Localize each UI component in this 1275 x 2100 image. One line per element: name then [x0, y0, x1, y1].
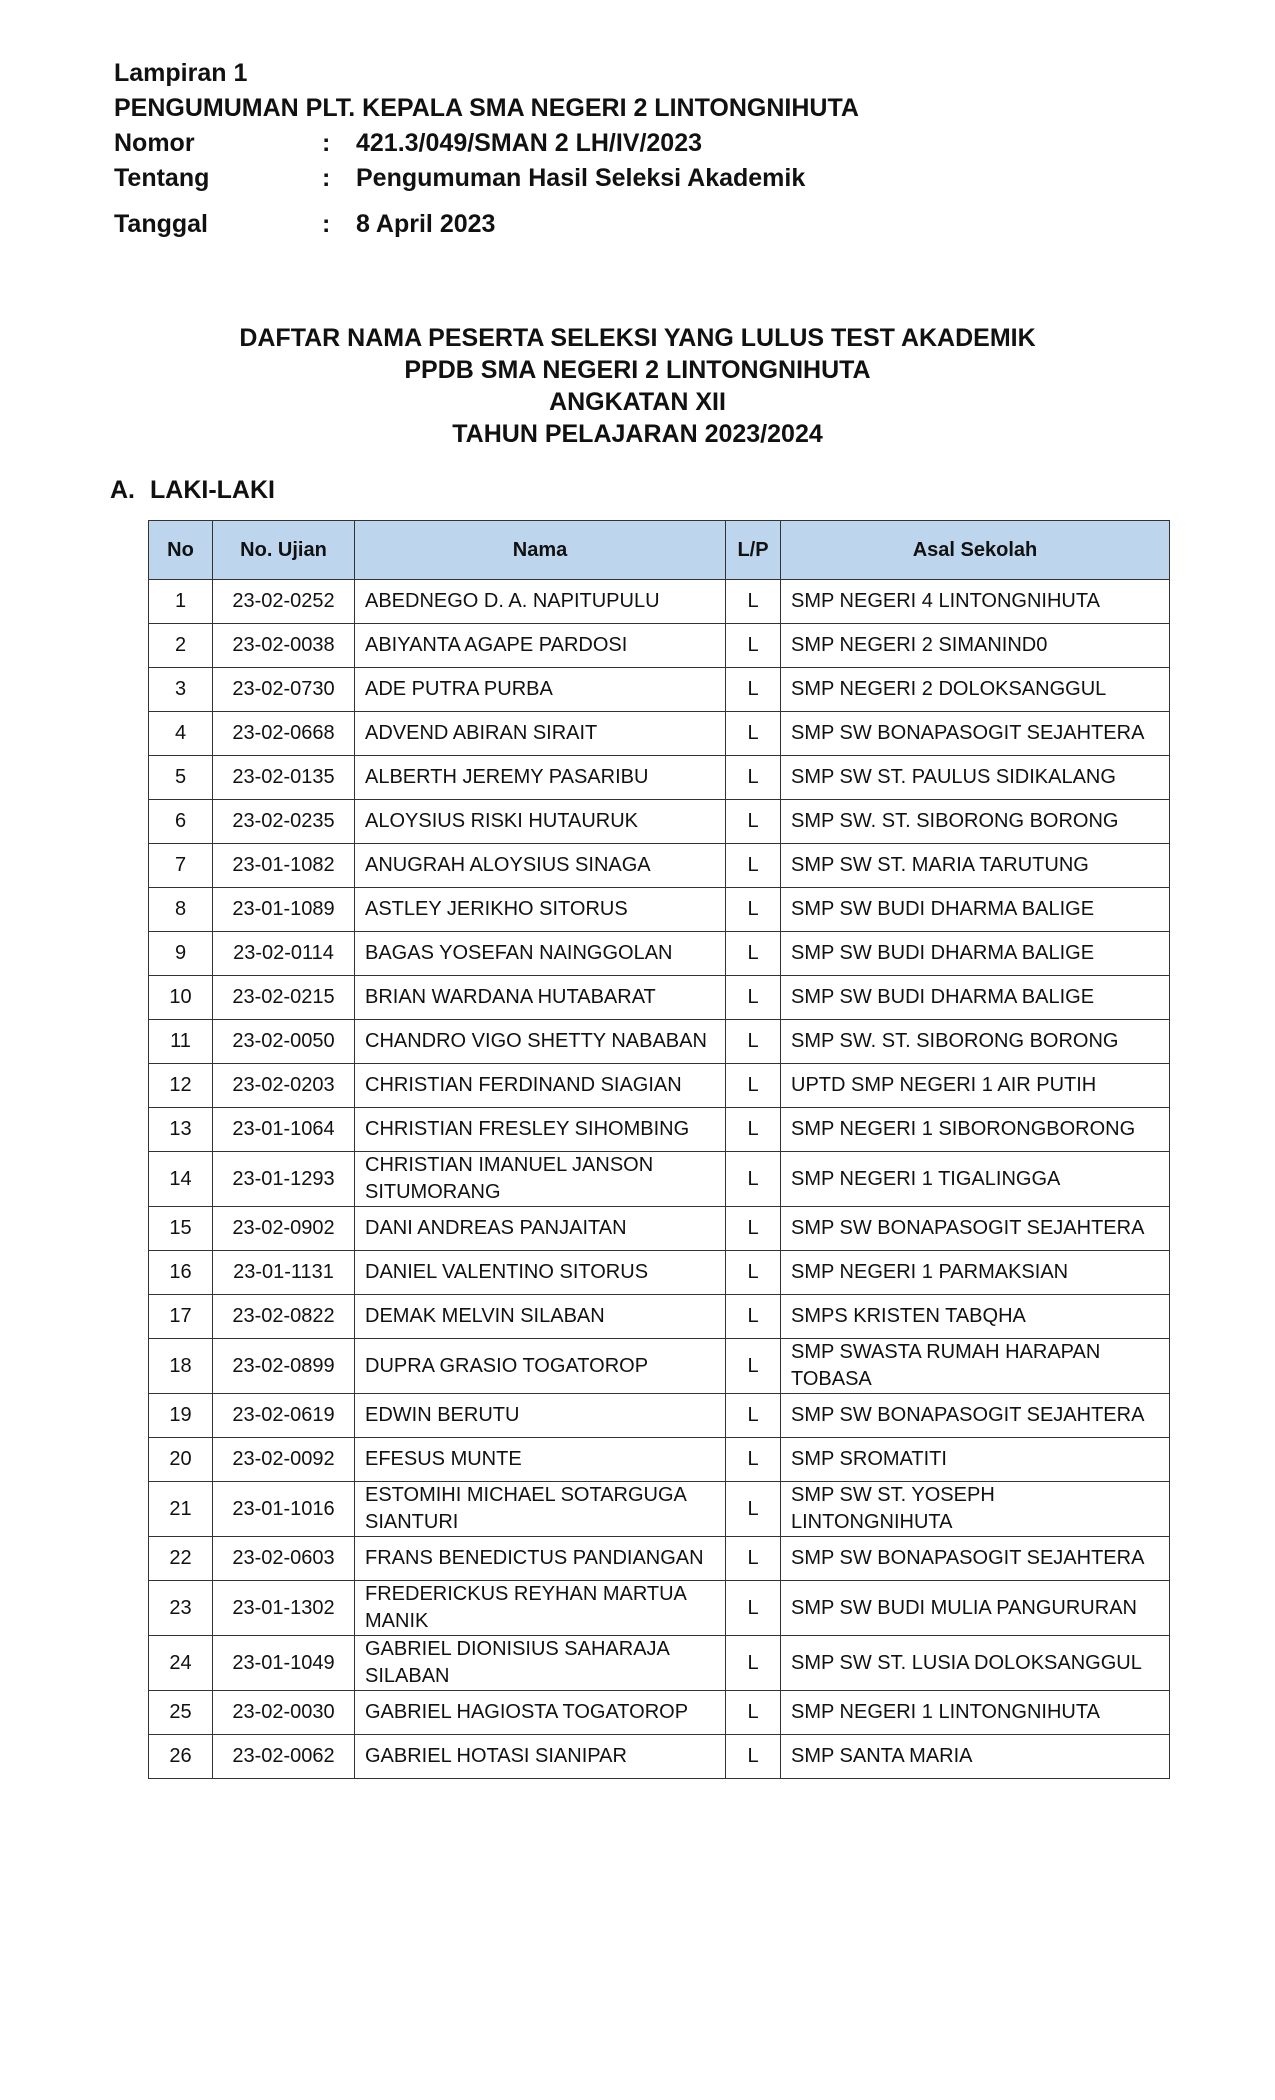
field-key: Tentang	[114, 164, 210, 192]
table-row	[149, 1438, 1170, 1482]
table-row	[149, 580, 1170, 624]
cell-asal-sekolah: SMP SW ST. YOSEPH LINTONGNIHUTA	[781, 1482, 1170, 1537]
cell-lp: L	[726, 1735, 781, 1779]
title-line-1: DAFTAR NAMA PESERTA SELEKSI YANG LULUS TEST AKADEMIK	[239, 324, 1036, 352]
table-row	[149, 1064, 1170, 1108]
participants-table	[148, 520, 1170, 1779]
col-header-no: No	[149, 521, 213, 580]
cell-no: 13	[149, 1108, 213, 1152]
cell-no: 12	[149, 1064, 213, 1108]
cell-lp: L	[726, 1295, 781, 1339]
cell-no-ujian: 23-01-1082	[213, 844, 355, 888]
cell-no-ujian: 23-02-0030	[213, 1691, 355, 1735]
table-row	[149, 1735, 1170, 1779]
cell-lp: L	[726, 844, 781, 888]
document-title	[0, 322, 1275, 450]
cell-lp: L	[726, 1152, 781, 1207]
cell-no-ujian: 23-01-1064	[213, 1108, 355, 1152]
table-row	[149, 1152, 1170, 1207]
cell-asal-sekolah: SMP SW ST. LUSIA DOLOKSANGGUL	[781, 1636, 1170, 1691]
cell-asal-sekolah: SMP SW BUDI DHARMA BALIGE	[781, 888, 1170, 932]
table-row	[149, 1207, 1170, 1251]
cell-asal-sekolah: SMP NEGERI 2 DOLOKSANGGUL	[781, 668, 1170, 712]
cell-lp: L	[726, 1207, 781, 1251]
cell-nama: BRIAN WARDANA HUTABARAT	[355, 976, 726, 1020]
cell-no-ujian: 23-02-0203	[213, 1064, 355, 1108]
cell-no: 16	[149, 1251, 213, 1295]
cell-nama: ASTLEY JERIKHO SITORUS	[355, 888, 726, 932]
cell-asal-sekolah: SMP SW ST. MARIA TARUTUNG	[781, 844, 1170, 888]
table-row	[149, 1537, 1170, 1581]
cell-no-ujian: 23-02-0062	[213, 1735, 355, 1779]
title-line-4: TAHUN PELAJARAN 2023/2024	[452, 420, 823, 448]
cell-nama: DANIEL VALENTINO SITORUS	[355, 1251, 726, 1295]
cell-nama: ESTOMIHI MICHAEL SOTARGUGA SIANTURI	[355, 1482, 726, 1537]
cell-nama: GABRIEL HAGIOSTA TOGATOROP	[355, 1691, 726, 1735]
table-row	[149, 1108, 1170, 1152]
cell-nama: ABIYANTA AGAPE PARDOSI	[355, 624, 726, 668]
cell-lp: L	[726, 1394, 781, 1438]
cell-no: 23	[149, 1581, 213, 1636]
cell-nama: FRANS BENEDICTUS PANDIANGAN	[355, 1537, 726, 1581]
cell-nama: GABRIEL DIONISIUS SAHARAJA SILABAN	[355, 1636, 726, 1691]
col-header-asal-sekolah: Asal Sekolah	[781, 521, 1170, 580]
header-field-tentang	[114, 161, 859, 196]
letter-header	[114, 56, 859, 242]
section-heading	[110, 472, 275, 508]
field-key: Nomor	[114, 129, 195, 157]
cell-lp: L	[726, 668, 781, 712]
cell-asal-sekolah: SMP SW BUDI DHARMA BALIGE	[781, 932, 1170, 976]
cell-nama: DEMAK MELVIN SILABAN	[355, 1295, 726, 1339]
cell-no: 2	[149, 624, 213, 668]
cell-no: 24	[149, 1636, 213, 1691]
cell-asal-sekolah: SMPS KRISTEN TABQHA	[781, 1295, 1170, 1339]
cell-no: 1	[149, 580, 213, 624]
cell-no: 3	[149, 668, 213, 712]
cell-no: 17	[149, 1295, 213, 1339]
cell-nama: CHRISTIAN FRESLEY SIHOMBING	[355, 1108, 726, 1152]
cell-no-ujian: 23-02-0114	[213, 932, 355, 976]
cell-asal-sekolah: SMP SW BUDI MULIA PANGURURAN	[781, 1581, 1170, 1636]
title-line-3: ANGKATAN XII	[549, 388, 726, 416]
cell-no-ujian: 23-01-1049	[213, 1636, 355, 1691]
field-colon: :	[322, 210, 331, 238]
cell-no-ujian: 23-01-1131	[213, 1251, 355, 1295]
cell-lp: L	[726, 624, 781, 668]
cell-no-ujian: 23-02-0135	[213, 756, 355, 800]
cell-asal-sekolah: SMP SROMATITI	[781, 1438, 1170, 1482]
cell-no-ujian: 23-01-1293	[213, 1152, 355, 1207]
cell-nama: ADVEND ABIRAN SIRAIT	[355, 712, 726, 756]
table-row	[149, 624, 1170, 668]
cell-nama: ALBERTH JEREMY PASARIBU	[355, 756, 726, 800]
table-row	[149, 800, 1170, 844]
cell-nama: BAGAS YOSEFAN NAINGGOLAN	[355, 932, 726, 976]
table-row	[149, 888, 1170, 932]
cell-lp: L	[726, 580, 781, 624]
field-value: 421.3/049/SMAN 2 LH/IV/2023	[356, 129, 703, 157]
cell-no: 18	[149, 1339, 213, 1394]
col-header-lp: L/P	[726, 521, 781, 580]
table-row	[149, 932, 1170, 976]
col-header-nama: Nama	[355, 521, 726, 580]
table-row	[149, 1251, 1170, 1295]
cell-lp: L	[726, 976, 781, 1020]
title-line-2: PPDB SMA NEGERI 2 LINTONGNIHUTA	[404, 356, 871, 384]
cell-no: 14	[149, 1152, 213, 1207]
cell-no-ujian: 23-02-0899	[213, 1339, 355, 1394]
cell-no: 4	[149, 712, 213, 756]
field-value: 8 April 2023	[356, 210, 496, 238]
cell-nama: FREDERICKUS REYHAN MARTUA MANIK	[355, 1581, 726, 1636]
table-row	[149, 1581, 1170, 1636]
cell-no-ujian: 23-02-0215	[213, 976, 355, 1020]
cell-no-ujian: 23-02-0092	[213, 1438, 355, 1482]
cell-no: 8	[149, 888, 213, 932]
cell-lp: L	[726, 1339, 781, 1394]
table-header-row	[149, 521, 1170, 580]
table-row	[149, 1691, 1170, 1735]
cell-asal-sekolah: SMP SANTA MARIA	[781, 1735, 1170, 1779]
field-key: Tanggal	[114, 210, 208, 238]
cell-asal-sekolah: SMP NEGERI 1 SIBORONGBORONG	[781, 1108, 1170, 1152]
cell-no: 7	[149, 844, 213, 888]
cell-asal-sekolah: SMP NEGERI 1 LINTONGNIHUTA	[781, 1691, 1170, 1735]
cell-asal-sekolah: SMP SW BONAPASOGIT SEJAHTERA	[781, 1394, 1170, 1438]
cell-no: 9	[149, 932, 213, 976]
cell-nama: DUPRA GRASIO TOGATOROP	[355, 1339, 726, 1394]
cell-no-ujian: 23-01-1016	[213, 1482, 355, 1537]
cell-asal-sekolah: SMP SW BUDI DHARMA BALIGE	[781, 976, 1170, 1020]
cell-asal-sekolah: SMP SW BONAPASOGIT SEJAHTERA	[781, 1207, 1170, 1251]
cell-lp: L	[726, 712, 781, 756]
cell-asal-sekolah: SMP SW BONAPASOGIT SEJAHTERA	[781, 1537, 1170, 1581]
cell-no-ujian: 23-02-0252	[213, 580, 355, 624]
cell-no-ujian: 23-02-0619	[213, 1394, 355, 1438]
cell-nama: DANI ANDREAS PANJAITAN	[355, 1207, 726, 1251]
table-row	[149, 1295, 1170, 1339]
cell-no-ujian: 23-02-0822	[213, 1295, 355, 1339]
cell-asal-sekolah: SMP SW. ST. SIBORONG BORONG	[781, 1020, 1170, 1064]
cell-lp: L	[726, 756, 781, 800]
cell-asal-sekolah: SMP NEGERI 1 PARMAKSIAN	[781, 1251, 1170, 1295]
cell-no-ujian: 23-02-0603	[213, 1537, 355, 1581]
table-row	[149, 668, 1170, 712]
lampiran-label: Lampiran 1	[114, 59, 248, 87]
cell-no: 25	[149, 1691, 213, 1735]
cell-lp: L	[726, 1020, 781, 1064]
table-row	[149, 756, 1170, 800]
cell-lp: L	[726, 800, 781, 844]
table-row	[149, 1636, 1170, 1691]
cell-no: 20	[149, 1438, 213, 1482]
cell-no: 10	[149, 976, 213, 1020]
cell-no: 19	[149, 1394, 213, 1438]
announcement-heading: PENGUMUMAN PLT. KEPALA SMA NEGERI 2 LINTONGNIHUTA	[114, 94, 859, 122]
cell-lp: L	[726, 1108, 781, 1152]
cell-asal-sekolah: SMP NEGERI 2 SIMANIND0	[781, 624, 1170, 668]
cell-no-ujian: 23-01-1302	[213, 1581, 355, 1636]
table-row	[149, 1339, 1170, 1394]
cell-asal-sekolah: UPTD SMP NEGERI 1 AIR PUTIH	[781, 1064, 1170, 1108]
cell-no: 11	[149, 1020, 213, 1064]
cell-no-ujian: 23-02-0038	[213, 624, 355, 668]
cell-asal-sekolah: SMP SWASTA RUMAH HARAPAN TOBASA	[781, 1339, 1170, 1394]
cell-nama: CHANDRO VIGO SHETTY NABABAN	[355, 1020, 726, 1064]
cell-lp: L	[726, 1581, 781, 1636]
cell-lp: L	[726, 1537, 781, 1581]
cell-nama: CHRISTIAN IMANUEL JANSON SITUMORANG	[355, 1152, 726, 1207]
table-row	[149, 1394, 1170, 1438]
cell-no: 26	[149, 1735, 213, 1779]
header-field-tanggal	[114, 207, 859, 242]
cell-nama: ADE PUTRA PURBA	[355, 668, 726, 712]
cell-lp: L	[726, 1251, 781, 1295]
cell-no-ujian: 23-02-0235	[213, 800, 355, 844]
cell-lp: L	[726, 932, 781, 976]
cell-nama: GABRIEL HOTASI SIANIPAR	[355, 1735, 726, 1779]
cell-asal-sekolah: SMP NEGERI 1 TIGALINGGA	[781, 1152, 1170, 1207]
field-value: Pengumuman Hasil Seleksi Akademik	[356, 164, 806, 192]
cell-nama: ALOYSIUS RISKI HUTAURUK	[355, 800, 726, 844]
cell-no-ujian: 23-02-0730	[213, 668, 355, 712]
table-row	[149, 712, 1170, 756]
cell-nama: CHRISTIAN FERDINAND SIAGIAN	[355, 1064, 726, 1108]
header-field-nomor	[114, 126, 859, 161]
cell-no-ujian: 23-02-0668	[213, 712, 355, 756]
table-row	[149, 1482, 1170, 1537]
cell-no: 21	[149, 1482, 213, 1537]
cell-asal-sekolah: SMP SW BONAPASOGIT SEJAHTERA	[781, 712, 1170, 756]
field-colon: :	[322, 129, 331, 157]
cell-no-ujian: 23-01-1089	[213, 888, 355, 932]
cell-lp: L	[726, 1482, 781, 1537]
cell-no: 6	[149, 800, 213, 844]
cell-lp: L	[726, 1064, 781, 1108]
cell-asal-sekolah: SMP SW. ST. SIBORONG BORONG	[781, 800, 1170, 844]
cell-nama: EDWIN BERUTU	[355, 1394, 726, 1438]
col-header-no-ujian: No. Ujian	[213, 521, 355, 580]
cell-asal-sekolah: SMP NEGERI 4 LINTONGNIHUTA	[781, 580, 1170, 624]
cell-no: 5	[149, 756, 213, 800]
table-row	[149, 844, 1170, 888]
cell-lp: L	[726, 1636, 781, 1691]
cell-asal-sekolah: SMP SW ST. PAULUS SIDIKALANG	[781, 756, 1170, 800]
table-row	[149, 976, 1170, 1020]
cell-nama: ANUGRAH ALOYSIUS SINAGA	[355, 844, 726, 888]
section-letter: A.	[110, 476, 135, 504]
cell-no: 15	[149, 1207, 213, 1251]
cell-lp: L	[726, 1438, 781, 1482]
cell-nama: EFESUS MUNTE	[355, 1438, 726, 1482]
section-label: LAKI-LAKI	[150, 476, 275, 504]
table-body	[149, 580, 1170, 1779]
cell-no-ujian: 23-02-0050	[213, 1020, 355, 1064]
table-row	[149, 1020, 1170, 1064]
cell-nama: ABEDNEGO D. A. NAPITUPULU	[355, 580, 726, 624]
cell-no: 22	[149, 1537, 213, 1581]
field-colon: :	[322, 164, 331, 192]
cell-lp: L	[726, 888, 781, 932]
cell-lp: L	[726, 1691, 781, 1735]
cell-no-ujian: 23-02-0902	[213, 1207, 355, 1251]
